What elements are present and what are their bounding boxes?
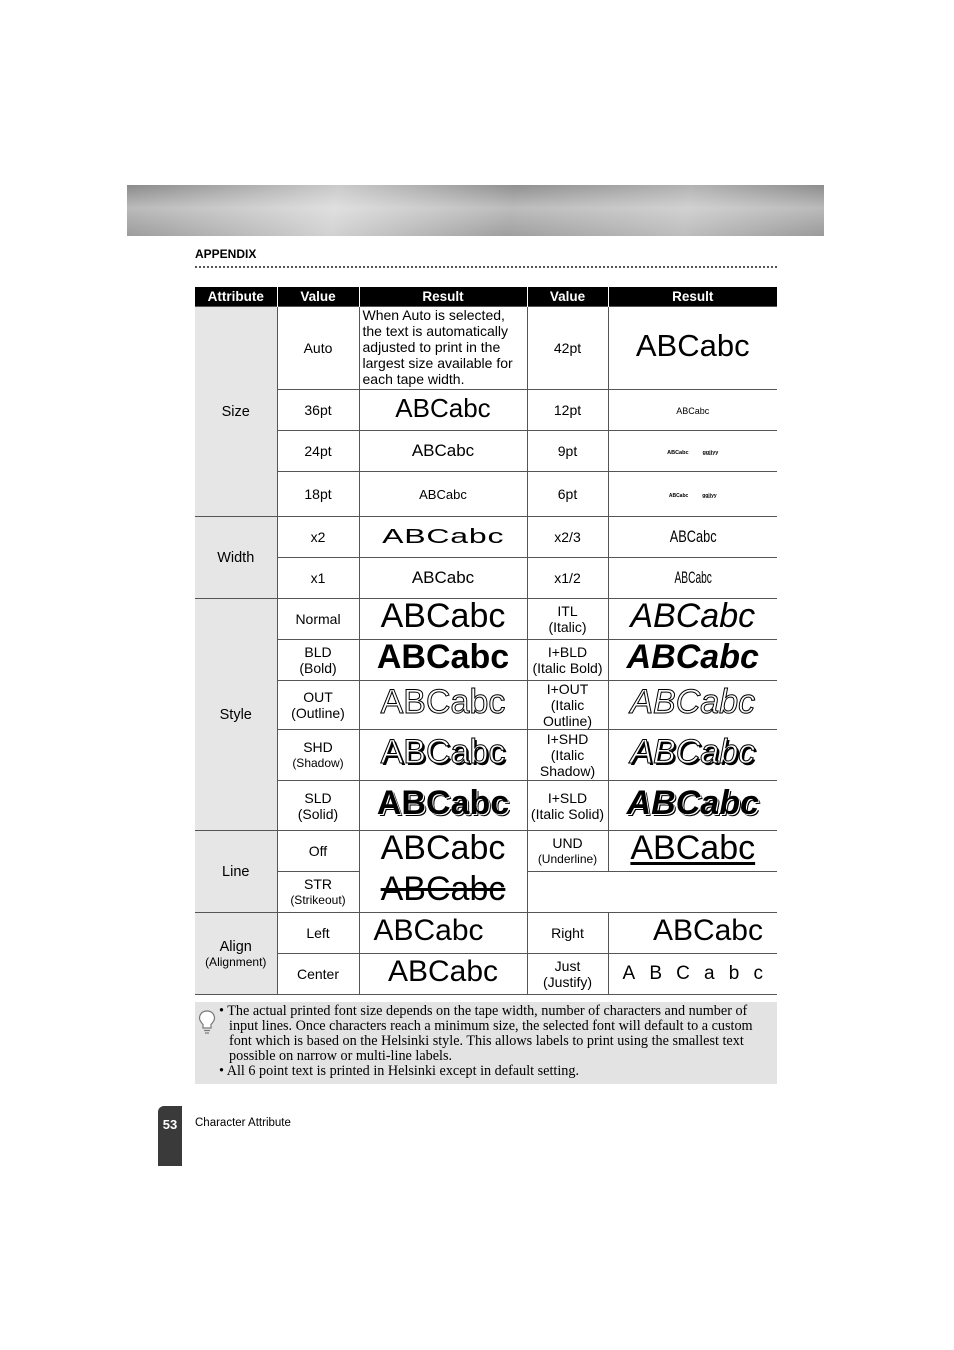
table-row: [195, 872, 777, 913]
sample-42pt: ABCabc: [635, 327, 750, 363]
sample-9pt-descenders: ggjjyy: [702, 450, 719, 456]
note-item: • All 6 point text is printed in Helsinki except in default setting.: [219, 1063, 579, 1079]
note-list: [219, 1004, 775, 1079]
column-header: Attribute: [195, 287, 277, 307]
value-sub: (Outline): [291, 705, 345, 721]
value-sub: (Justify): [543, 974, 592, 990]
attribute-align-sub: (Alignment): [205, 954, 267, 969]
value-cell: SHD: [303, 739, 333, 755]
value-sub: (Shadow): [292, 756, 344, 770]
sample-italic-bold: ABCabc: [626, 639, 759, 676]
sample-outline: ABCabc: [380, 683, 506, 721]
sample-width-x1: ABCabc: [411, 568, 475, 587]
sample-italic-shadow: ABCabc: [630, 733, 756, 771]
column-header: Value: [527, 287, 608, 307]
note-box: [195, 1002, 777, 1084]
sample-align-justify: [609, 963, 778, 984]
value-cell: x2: [277, 517, 359, 558]
column-header: Result: [359, 287, 527, 307]
justify-letter: b: [728, 963, 740, 984]
value-cell: BLD: [304, 644, 332, 660]
value-cell: 24pt: [277, 431, 359, 472]
sample-line-off: ABCabc: [380, 830, 506, 868]
table-row: [195, 730, 777, 781]
justify-letter: c: [753, 963, 763, 984]
note-item: • The actual printed font size depends on the tape width, number of characters and number of input lines. Once characters reach a minimum size, the selected font will default to a custom font which is based on the Helsinki style. This allows labels to print using the smallest text possible on narrow or multi-line labels.: [219, 1003, 753, 1064]
value-cell: ITL: [557, 603, 578, 619]
sample-18pt: ABCabc: [419, 486, 467, 502]
value-cell: x1: [277, 558, 359, 599]
value-cell: Off: [308, 843, 328, 859]
section-label: APPENDIX: [195, 247, 257, 261]
attribute-align: Align: [219, 938, 252, 955]
header-banner: [127, 185, 824, 236]
table-header-row: [195, 287, 777, 307]
sample-36pt: ABCabc: [395, 393, 491, 423]
table-row: [195, 472, 777, 517]
value-sub: (Italic Solid): [530, 805, 605, 822]
sample-align-left: ABCabc: [373, 914, 484, 947]
value-cell: x2/3: [527, 517, 608, 558]
table-row: [195, 640, 777, 681]
sample-6pt-descenders: ggjjyy: [702, 493, 717, 499]
auto-description: When Auto is selected, the text is automatically adjusted to print in the largest size available for each tape width.: [359, 307, 527, 390]
value-cell: 6pt: [527, 472, 608, 517]
value-sub: (Solid): [297, 805, 339, 822]
sample-shadow: ABCabc: [380, 733, 506, 771]
value-cell: STR: [304, 876, 332, 892]
value-cell: I+BLD: [547, 644, 588, 660]
justify-letter: a: [704, 963, 715, 984]
table-row: [195, 681, 777, 730]
value-cell: SLD: [304, 789, 332, 806]
empty-cell: [527, 872, 777, 913]
value-cell: I+SLD: [547, 789, 588, 806]
column-header: Result: [608, 287, 777, 307]
sample-align-right: ABCabc: [652, 914, 763, 947]
table-row: [195, 390, 777, 431]
value-cell: Left: [277, 913, 359, 954]
value-cell: I+OUT: [546, 681, 589, 697]
sample-bold: ABCabc: [376, 639, 510, 676]
value-cell: 9pt: [527, 431, 608, 472]
attribute-size: Size: [195, 307, 277, 517]
sample-italic-solid: ABCabc: [626, 783, 759, 822]
table-row: [195, 307, 777, 390]
table-row: [195, 599, 777, 640]
value-cell: 18pt: [277, 472, 359, 517]
table-row: [195, 913, 777, 954]
value-cell: Just: [554, 958, 581, 974]
sample-align-center: ABCabc: [387, 955, 499, 988]
table-row: [195, 517, 777, 558]
lightbulb-icon: [197, 1008, 217, 1036]
value-cell: Auto: [277, 307, 359, 390]
value-sub: (Italic Shadow): [539, 747, 596, 779]
sample-underline: ABCabc: [630, 830, 756, 867]
sample-9pt: ABCabc: [667, 450, 689, 456]
table-row: [195, 954, 777, 995]
sample-12pt: ABCabc: [676, 406, 710, 416]
justify-letter: A: [622, 963, 636, 984]
value-cell: 36pt: [277, 390, 359, 431]
dotted-divider: [195, 266, 777, 268]
value-sub: (Italic Bold): [532, 660, 603, 676]
table-row: [195, 831, 777, 872]
sample-width-x2: ABCabc: [381, 525, 505, 548]
sample-italic-outline: ABCabc: [630, 683, 756, 721]
value-cell: OUT: [303, 689, 333, 705]
attribute-style: Style: [195, 599, 277, 831]
table-row: [195, 781, 777, 831]
page-number: 53: [158, 1106, 182, 1166]
value-cell: Center: [277, 954, 359, 995]
value-cell: 42pt: [527, 307, 608, 390]
value-sub: (Italic): [548, 619, 587, 635]
column-header: Value: [277, 287, 359, 307]
value-sub: (Bold): [299, 660, 337, 676]
sample-6pt: ABCabc: [668, 493, 689, 499]
value-cell: UND: [552, 835, 583, 851]
sample-width-x2-3: ABCabc: [669, 527, 717, 546]
value-sub: (Underline): [537, 852, 598, 866]
attribute-width: Width: [195, 517, 277, 599]
sample-solid: ABCabc: [376, 783, 510, 822]
sample-strikeout: ABCabc: [380, 871, 506, 908]
character-attribute-table: [195, 287, 777, 995]
justify-letter: B: [649, 963, 663, 984]
sample-normal: ABCabc: [380, 598, 506, 635]
value-cell: x1/2: [527, 558, 608, 599]
table-row: [195, 431, 777, 472]
table-row: [195, 558, 777, 599]
value-sub: (Strikeout): [290, 893, 346, 907]
sample-24pt: ABCabc: [411, 441, 475, 460]
justify-letter: C: [676, 963, 690, 984]
value-cell: Normal: [295, 611, 341, 627]
value-cell: 12pt: [527, 390, 608, 431]
value-sub: (Italic Outline): [542, 697, 593, 729]
value-cell: Right: [527, 913, 608, 954]
sample-width-x1-2: ABCabc: [674, 568, 712, 587]
sample-italic: ABCabc: [630, 598, 756, 635]
footer-label: Character Attribute: [195, 1117, 291, 1129]
value-cell: I+SHD: [546, 731, 589, 747]
attribute-line: Line: [195, 831, 277, 913]
